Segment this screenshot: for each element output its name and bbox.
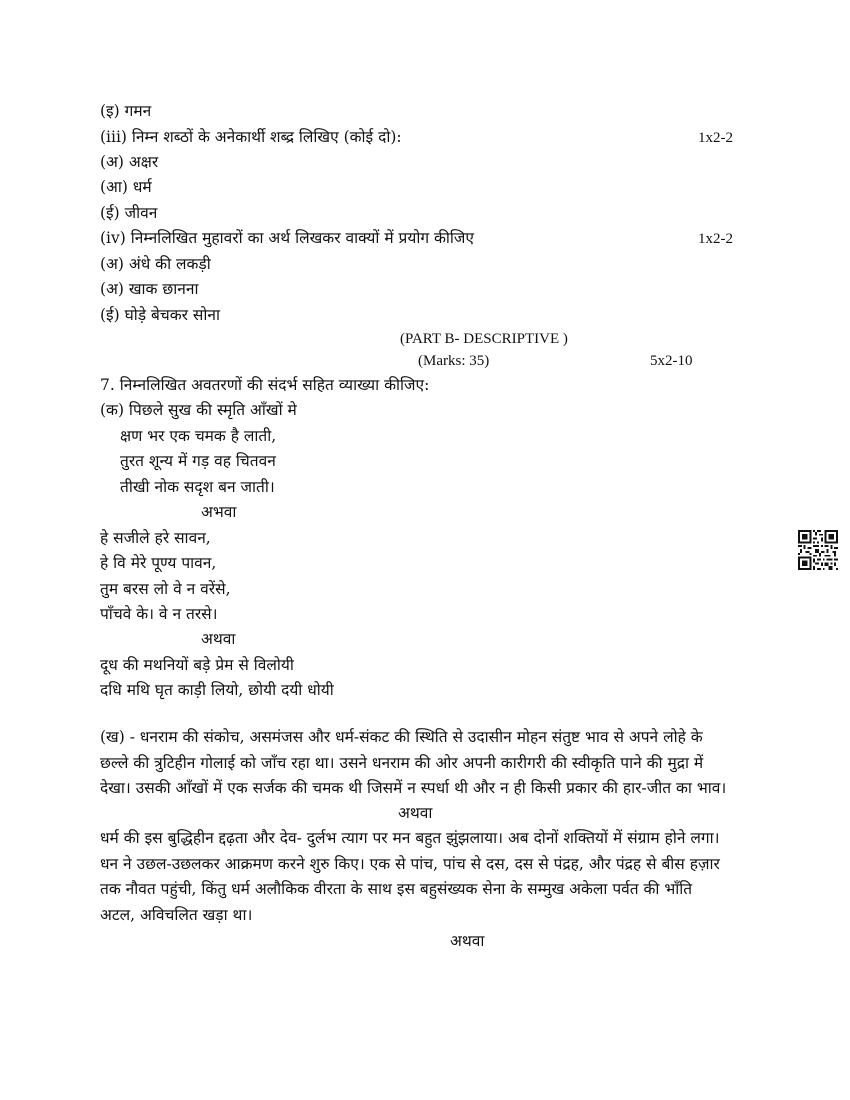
question-iii-option-c: (ई) जीवन (100, 204, 158, 222)
or-separator-3: अथवा (398, 804, 433, 822)
passage-kha-2-line-3: तक नौवत पहुंची, किंतु धर्म अलौकिक वीरता के साथ इस बहुसंख्यक सेना के सम्मुख अकेला पर्वत की भाँति (100, 880, 693, 898)
stanza-2-line-3: तुम बरस लो वे न वरेंसे, (100, 580, 231, 598)
passage-kha-2-line-4: अटल, अविचलित खड़ा था। (100, 905, 253, 924)
part-b-marks-total: (Marks: 35) (418, 353, 490, 369)
stanza-2-line-1: हे सजीले हरे सावन, (100, 529, 211, 547)
question-iv-marks: 1x2-2 (698, 231, 733, 247)
question-iv-option-a: (अ) अंधे की लकड़ी (100, 255, 211, 273)
stanza-2-line-4: पाँचवे के। वे न तरसे। (100, 605, 218, 623)
or-separator-4: अथवा (450, 932, 485, 950)
question-iv-option-c: (ई) घोड़े बेचकर सोना (100, 306, 220, 324)
option-i-gaman: (इ) गमन (100, 102, 152, 120)
question-7-text: 7. निम्नलिखित अवतरणों की संदर्भ सहित व्याख्या कीजिए: (100, 376, 430, 394)
stanza-ka-line-2: क्षण भर एक चमक है लाती, (120, 427, 277, 445)
passage-kha-1-line-3: देखा। उसकी आँखों में एक सर्जक की चमक थी जिसमें न स्पर्धा थी और न ही किसी प्रकार की हार-जीत का भाव। (100, 779, 727, 797)
stanza-ka-line-3: तुरत शून्य में गड़ वह चितवन (120, 452, 276, 470)
part-b-heading: (PART B- DESCRIPTIVE ) (400, 331, 568, 347)
question-iv-option-b: (अ) खाक छानना (100, 280, 199, 298)
question-iii-option-a: (अ) अक्षर (100, 153, 159, 171)
passage-kha-2 (100, 826, 800, 928)
question-iii-option-b: (आ) धर्म (100, 178, 152, 196)
or-separator-1: अभवा (201, 503, 237, 521)
question-iv-text: (iv) निम्नलिखित मुहावरों का अर्थ लिखकर वाक्यों में प्रयोग कीजिए (100, 229, 474, 247)
passage-kha-1-line-1: (ख) - धनराम की संकोच, असमंजस और धर्म-संकट की स्थिति से उदासीन मोहन संतुष्ट भाव से अपने लोहे के (100, 728, 703, 746)
passage-kha-1 (100, 725, 800, 802)
stanza-ka-line-4: तीखी नोक सदृश बन जाती। (120, 478, 275, 496)
or-separator-2: अथवा (201, 630, 236, 648)
passage-kha-2-line-2: धन ने उछल-उछलकर आक्रमण करने शुरु किए। एक से पांच, पांच से दस, दस से पंद्रह, और पंद्रह से बीस हज़ार (100, 854, 720, 873)
passage-kha-1-line-2: छल्ले की त्रुटिहीन गोलाई को जाँच रहा था। उसने धनराम की ओर अपनी कारीगरी की स्वीकृति पाने की मुद्रा में (100, 753, 704, 772)
passage-kha-2-line-1: धर्म की इस बुद्धिहीन द्दढ़ता और देव- दुर्लभ त्याग पर मन बहुत झुंझलाया। अब दोनों शक्तियों में संग्राम होने लगा। (100, 829, 720, 847)
stanza-ka-line-1: (क) पिछले सुख की स्मृति आँखों मे (100, 401, 297, 419)
part-b-marks-scheme: 5x2-10 (650, 353, 693, 369)
question-iii-marks: 1x2-2 (698, 130, 733, 146)
stanza-3-line-2: दधि मथि घृत काड़ी लियो, छोयी दयी धोयी (100, 681, 334, 699)
stanza-3-line-1: दूध की मथनियों बड़े प्रेम से विलोयी (100, 656, 294, 674)
question-iii-text: (iii) निम्न शब्ठों के अनेकार्थी शब्द्र लिखिए (कोई दो): (100, 128, 402, 146)
stanza-2-line-2: हे वि मेरे पूण्य पावन, (100, 554, 217, 572)
qr-code-icon (798, 530, 838, 570)
